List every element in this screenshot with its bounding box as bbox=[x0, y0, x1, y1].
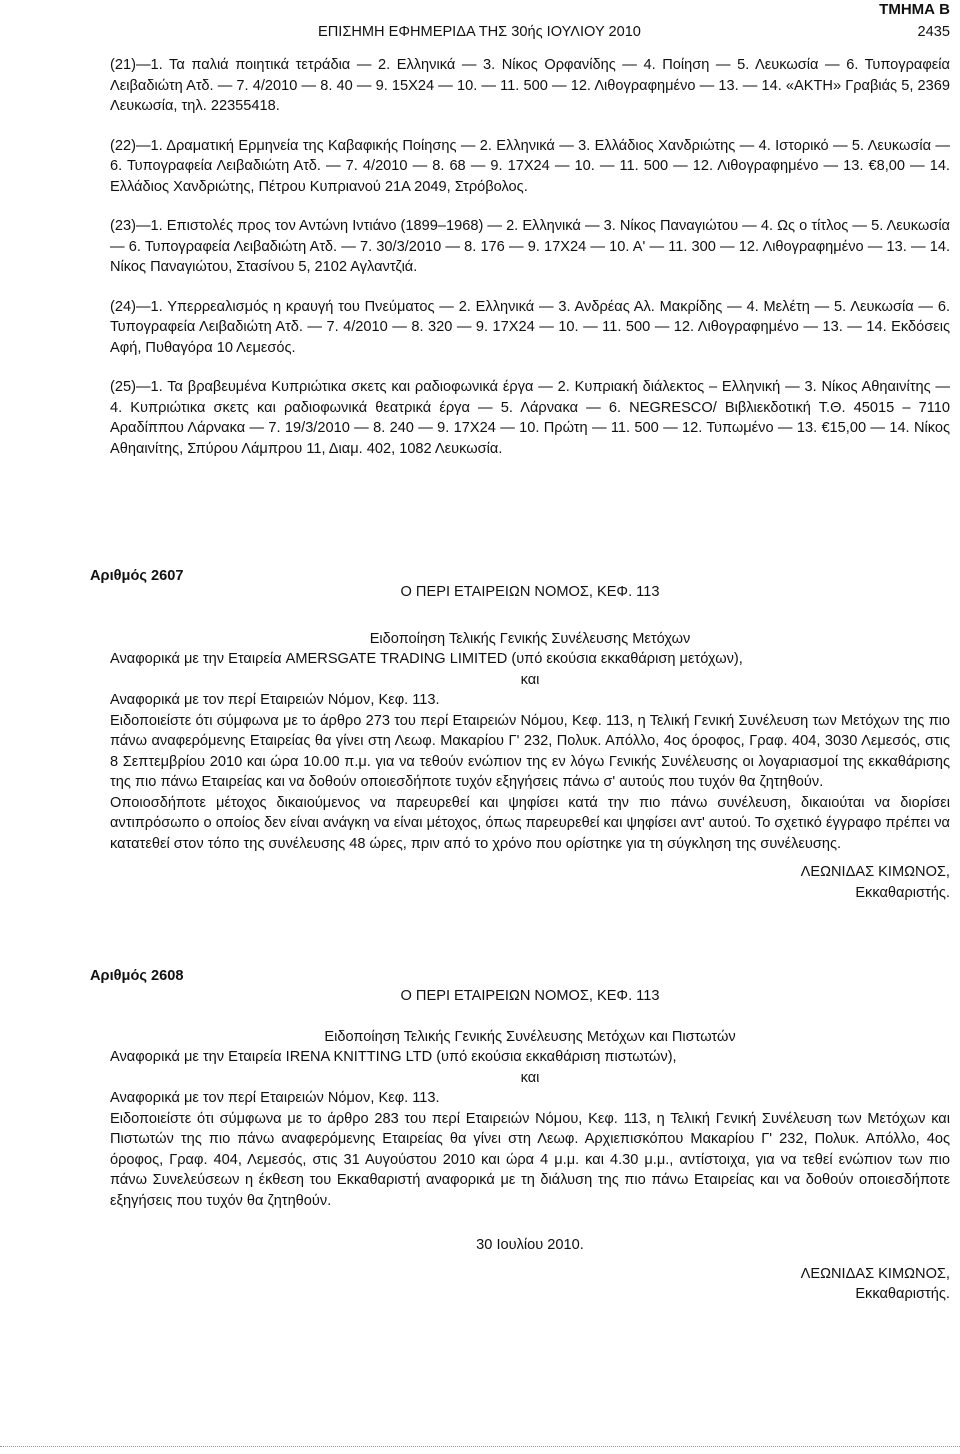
notice-reference: Αναφορικά με τον περί Εταιρειών Νόμον, Κεφ. 113. bbox=[110, 692, 440, 708]
book-entry: (23)—1. Επιστολές προς τον Αντώνη Ιντιάνο (1899–1968) — 2. Ελληνικά — 3. Νίκος Παναγιώτου — 4. Ως ο τίτλος — 5. Λευκωσία — 6. Τυπογραφεία Λειβαδιώτη Ατδ. — 7. 30/3/2010 — 8. 176 — 9. 17Χ24 — 10. Α' — 11. 300 — 12. Λιθογραφημένο — 13. — 14. Νίκος Παναγιώτου, Στασίνου 5, 2102 Αγλαντζιά. bbox=[110, 218, 950, 275]
signer-role: Εκκαθαριστής. bbox=[855, 1286, 950, 1302]
gazette-title: ΕΠΙΣΗΜΗ ΕΦΗΜΕΡΙΔΑ ΤΗΣ 30ής ΙΟΥΛΙΟΥ 2010 bbox=[318, 24, 641, 40]
notice-2608 bbox=[110, 986, 950, 1305]
notice-paragraph: Οποιοσδήποτε μέτοχος δικαιούμενος να παρευρεθεί και ψηφίσει κατά την πιο πάνω συνέλευση, δικαιούται να διορίσει αντιπρόσωπο ο οποίος δεν είναι ανάγκη να είναι μέτοχος, όπως παρευρεθεί και ψηφίσει αντ' αυτού. Το σχετικό έγγραφο πρέπει να κατατεθεί στον τόπο της συνέλευσης 48 ώρες, πριν από το χρόνο που ορίστηκε για τη σύγκληση της συνέλευσης. bbox=[110, 794, 950, 852]
conjunction: και bbox=[520, 1069, 540, 1086]
notice-paragraph: Ειδοποιείστε ότι σύμφωνα με το άρθρο 283 του περί Εταιρειών Νόμου, Κεφ. 113, η Τελική Γενική Συνέλευση των Μετόχων και Πιστωτών της πιο πάνω αναφερόμενης Εταιρείας θα γίνει στη Λεωφ. Αρχιεπισκόπου Μακαρίου Γ' 232, Πολυκ. Απόλλο, 4ος όροφος, Γραφ. 404, Λεμεσός, στις 31 Αυγούστου 2010 και ώρα 4 μ.μ. και 4.30 μ.μ., αντίστοιχα, για να τεθεί ενώπιον των πιο πάνω Συνελεύσεων η έκθεση του Εκκαθαριστή αναφορικά με τη διάλυση της πιο πάνω Εταιρείας και να δοθούν οποιεσδήποτε εξηγήσεις που τυχόν θα ζητηθούν. bbox=[110, 1110, 950, 1209]
conjunction: και bbox=[520, 671, 540, 688]
notice-number: Αριθμός 2607 bbox=[90, 568, 184, 584]
book-entry: (22)—1. Δραματική Ερμηνεία της Καβαφικής Ποίησης — 2. Ελληνικά — 3. Ελλάδιος Χανδριώτης — 4. Ιστορικό — 5. Λευκωσία — 6. Τυπογραφεία Λειβαδιώτη Ατδ. — 7. 4/2010 — 8. 68 — 9. 17Χ24 — 10. — 11. 500 — 12. Λιθογραφημένο — 13. €8,00 — 14. Ελλάδιος Χανδριώτης, Πέτρου Κυπριανού 21Α 2049, Στρόβολος. bbox=[110, 137, 950, 195]
notice-heading: Ειδοποίηση Τελικής Γενικής Συνέλευσης Μετόχων και Πιστωτών bbox=[324, 1028, 736, 1045]
law-title: Ο ΠΕΡΙ ΕΤΑΙΡΕΙΩΝ ΝΟΜΟΣ, ΚΕΦ. 113 bbox=[400, 988, 660, 1004]
page-bottom-divider bbox=[0, 1446, 960, 1448]
signer-role: Εκκαθαριστής. bbox=[855, 884, 950, 901]
book-entry: (21)—1. Τα παλιά ποιητικά τετράδια — 2. Ελληνικά — 3. Νίκος Ορφανίδης — 4. Ποίηση — 5. Λευκωσία — 6. Τυπογραφεία Λειβαδιώτη Ατδ. — 7. 4/2010 — 8. 40 — 9. 15Χ24 — 10. — 11. 500 — 12. Λιθογραφημένο — 13. — 14. «ΑΚΤΗ» Γραβιάς 5, 2369 Λευκωσία, τηλ. 22355418. bbox=[110, 57, 950, 114]
page-number: 2435 bbox=[917, 24, 950, 40]
notice-reference: Αναφορικά με τον περί Εταιρειών Νόμον, Κεφ. 113. bbox=[110, 1090, 440, 1106]
page-header bbox=[112, 22, 952, 44]
notice-2607 bbox=[110, 582, 950, 903]
notice-date: 30 Ιουλίου 2010. bbox=[476, 1237, 584, 1253]
notice-number: Αριθμός 2608 bbox=[90, 968, 184, 984]
book-entry: (24)—1. Υπερρεαλισμός η κραυγή του Πνεύματος — 2. Ελληνικά — 3. Ανδρέας Αλ. Μακρίδης — 4. Μελέτη — 5. Λευκωσία — 6. Τυπογραφεία Λειβαδιώτη Ατδ. — 7. 4/2010 — 8. 320 — 9. 17Χ24 — 10. — 11. 500 — 12. Λιθογραφημένο — 13. — 14. Εκδόσεις Αφή, Πυθαγόρα 10 Λεμεσός. bbox=[110, 298, 950, 356]
notice-heading: Ειδοποίηση Τελικής Γενικής Συνέλευσης Μετόχων bbox=[369, 630, 691, 647]
notice-subject: Αναφορικά με την Εταιρεία AMERSGATE TRADING LIMITED (υπό εκούσια εκκαθάριση μετόχων), bbox=[110, 651, 743, 667]
notice-subject: Αναφορικά με την Εταιρεία IRENA KNITTING LTD (υπό εκούσια εκκαθάριση πιστωτών), bbox=[110, 1049, 677, 1065]
law-title: Ο ΠΕΡΙ ΕΤΑΙΡΕΙΩΝ ΝΟΜΟΣ, ΚΕΦ. 113 bbox=[400, 584, 660, 600]
signer-name: ΛΕΩΝΙΔΑΣ ΚΙΜΩΝΟΣ, bbox=[800, 864, 950, 880]
notice-paragraph: Ειδοποιείστε ότι σύμφωνα με το άρθρο 273 του περί Εταιρειών Νόμου, Κεφ. 113, η Τελική Γενική Συνέλευση των Μετόχων της πιο πάνω αναφερόμενης Εταιρείας θα γίνει στη Λεωφ. Μακαρίου Γ' 232, Πολυκ. Απόλλο, 4ος όροφος, Γραφ. 404, 3030 Λεμεσός, στις 8 Σεπτεμβρίου 2010 και ώρα 10.00 π.μ. για να τεθούν ενώπιον της εν λόγω Γενικής Συνέλευσης οι λογαριασμοί της εκκαθάρισης της πιο πάνω Εταιρείας και να δοθούν οποιεσδήποτε τυχόν εξηγήσεις πάνω σ' αυτούς που τυχόν θα ζητηθούν. bbox=[110, 712, 950, 790]
signer-name: ΛΕΩΝΙΔΑΣ ΚΙΜΩΝΟΣ, bbox=[800, 1265, 950, 1282]
book-entry: (25)—1. Τα βραβευμένα Κυπριώτικα σκετς και ραδιοφωνικά έργα — 2. Κυπριακή διάλεκτος – Ελληνική — 3. Νίκος Αθηαινίτης — 4. Κυπριώτικα σκετς και ραδιοφωνικά θεατρικά έργα — 5. Λάρνακα — 6. NEGRESCO/ Βιβλιεκδοτική Τ.Θ. 45015 – 7110 Αραδίππου Λάρνακα — 7. 19/3/2010 — 8. 240 — 9. 17Χ24 — 10. Πρώτη — 11. 500 — 12. Τυπωμένο — 13. €15,00 — 14. Νίκος Αθηαινίτης, Σπύρου Λάμπρου 11, Διαμ. 402, 1082 Λευκωσία. bbox=[110, 379, 950, 457]
section-label: ΤΜΗΜΑ Β bbox=[879, 1, 950, 18]
book-entries bbox=[110, 55, 950, 478]
